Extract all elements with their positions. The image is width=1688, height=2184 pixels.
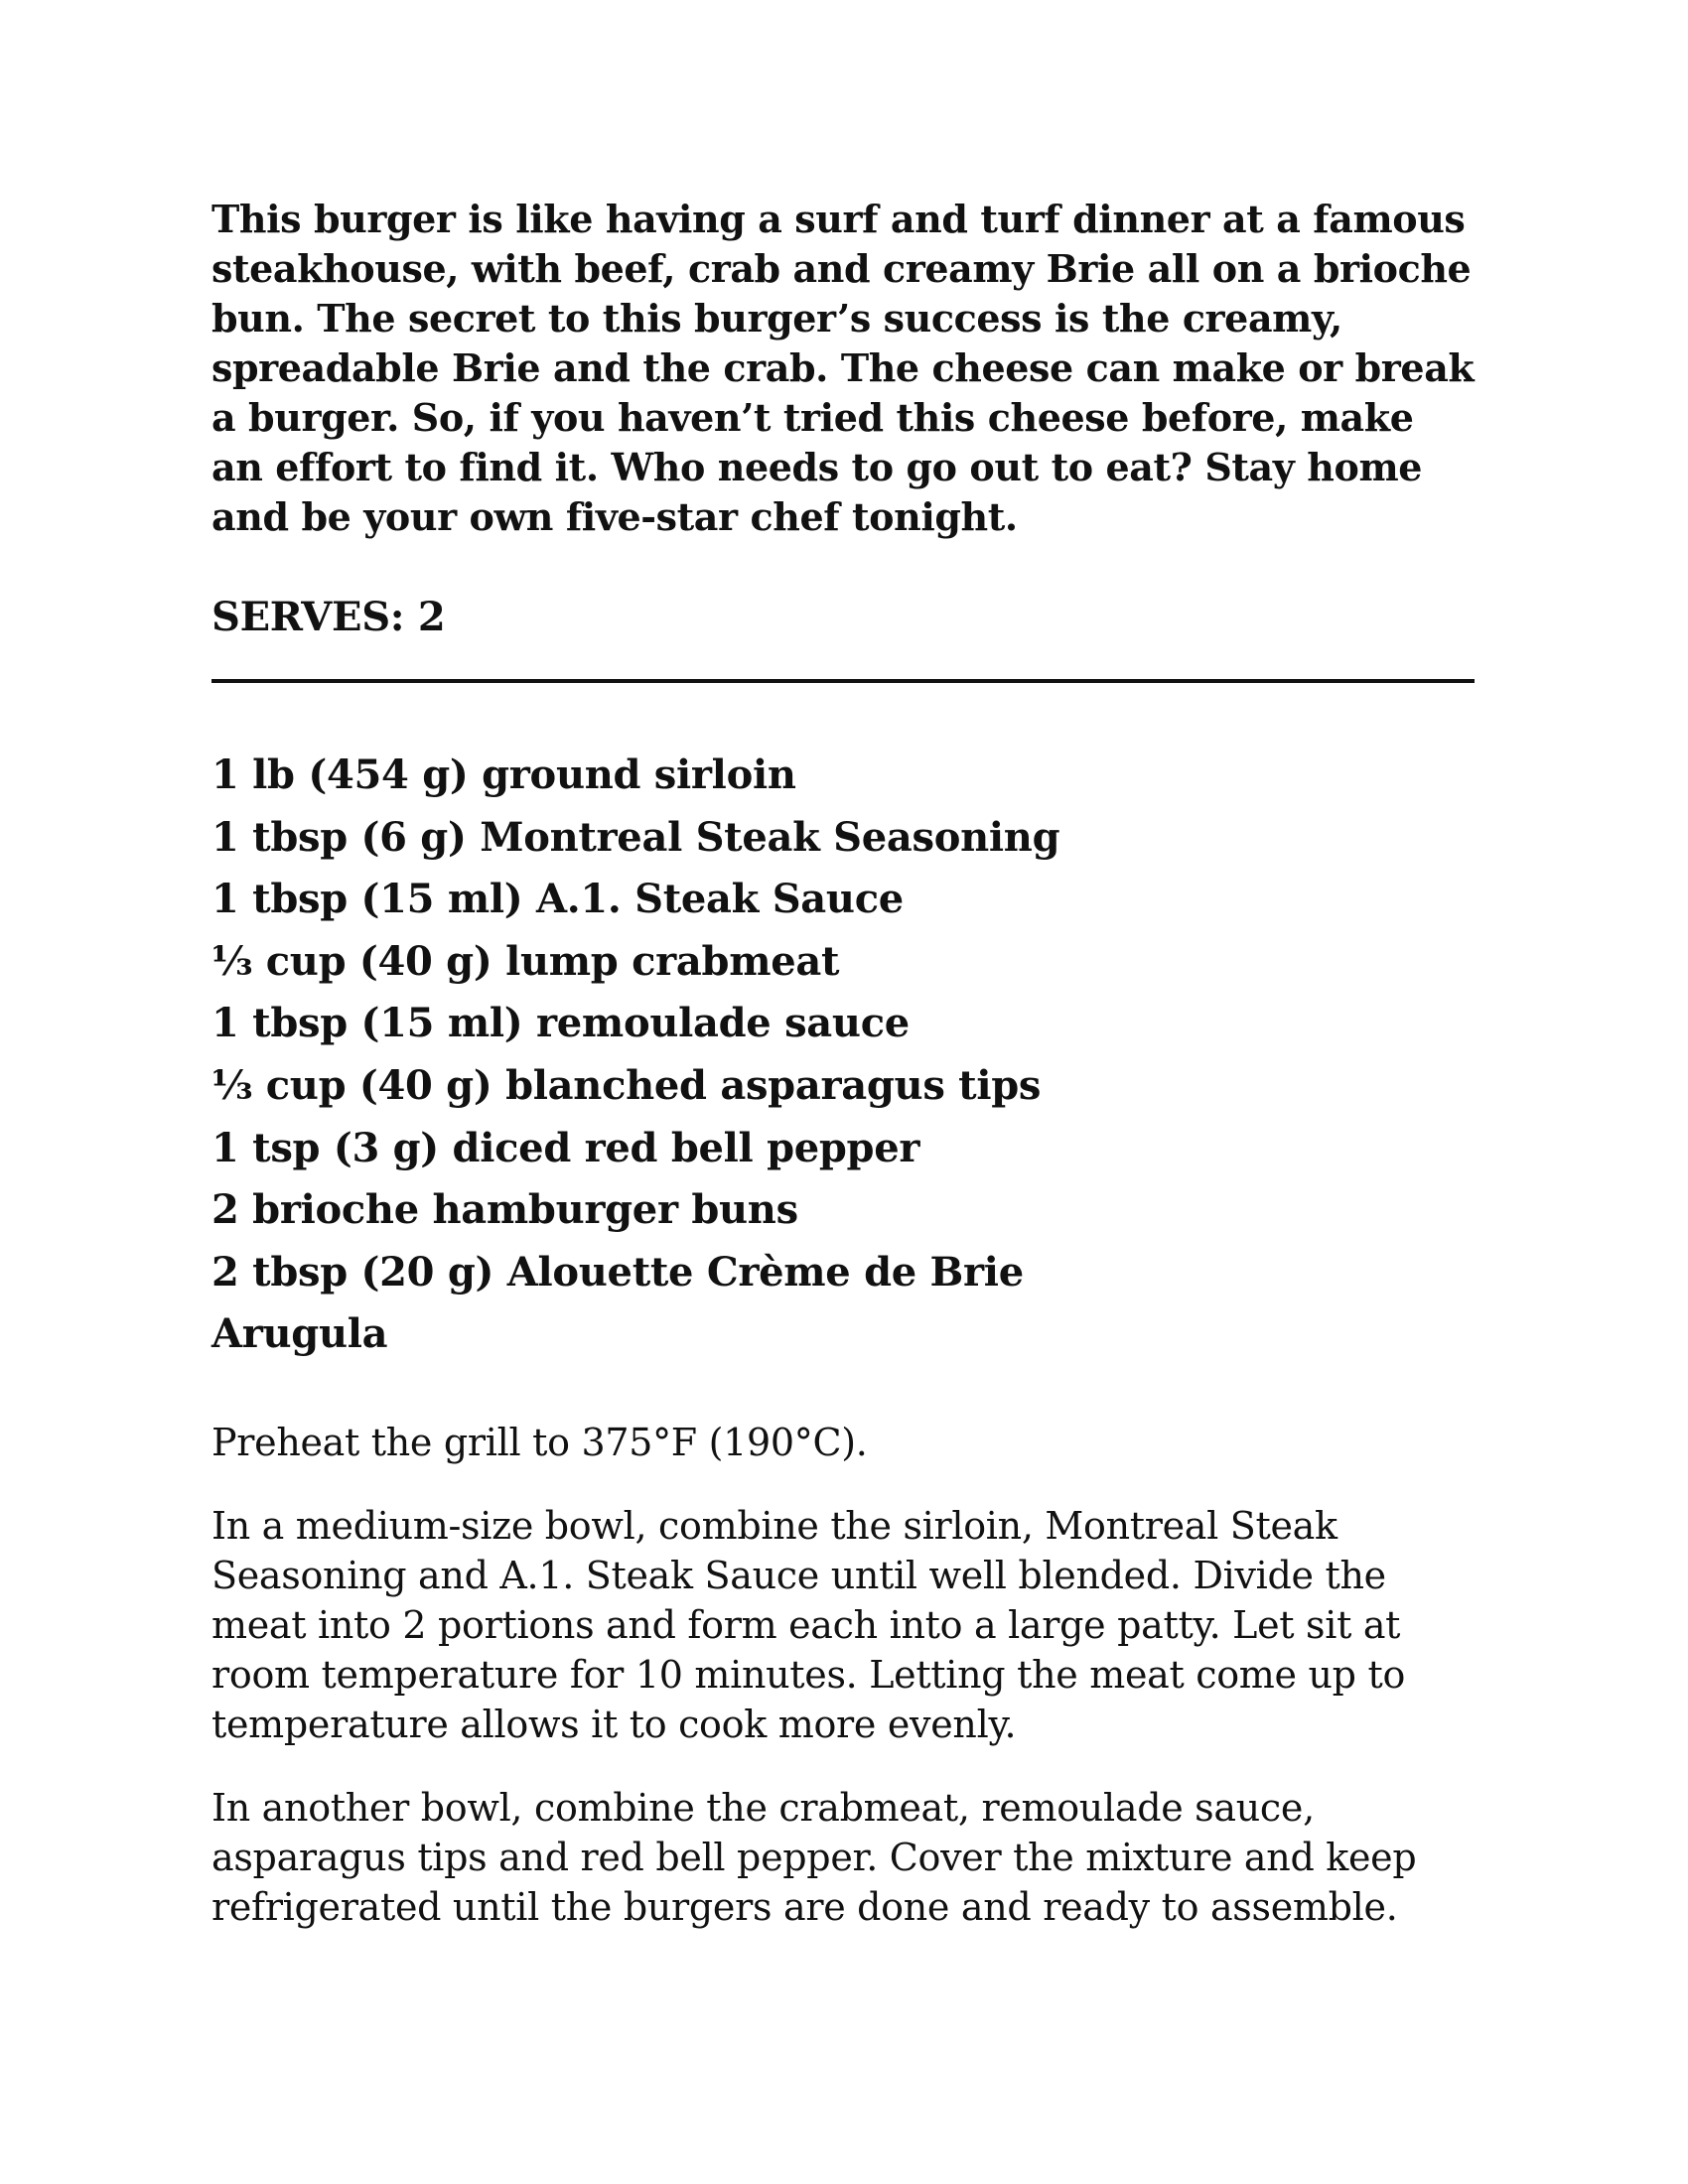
instruction-step: Preheat the grill to 375°F (190°C). bbox=[211, 1420, 868, 1464]
instructions bbox=[211, 1418, 1475, 1932]
ingredient-item: ⅓ cup (40 g) blanched asparagus tips bbox=[211, 1061, 1042, 1109]
instruction-step: In a medium-size bowl, combine the sirloin, Montreal Steak Seasoning and A.1. Steak Sauce until well blended. Divide the meat into 2 portions and form each into a large patty. Let sit at room temperature for 10 minutes. Letting the meat come up to temperature allows it to cook more evenly. bbox=[211, 1503, 1406, 1746]
ingredient-item: 1 tbsp (15 ml) remoulade sauce bbox=[211, 1000, 910, 1047]
recipe-intro: This burger is like having a surf and turf dinner at a famous steakhouse, with beef, crab and creamy Brie all on a brioche bun. The secret to this burger’s success is the creamy, spreadable Brie and the crab. The cheese can make or break a burger. So, if you haven’t tried this cheese before, make an effort to find it. Who needs to go out to eat? Stay home and be your own five-star chef tonight. bbox=[211, 197, 1475, 539]
ingredients-list bbox=[211, 745, 1475, 1366]
serves-heading: SERVES: 2 bbox=[211, 594, 446, 640]
ingredient-item: 1 lb (454 g) ground sirloin bbox=[211, 751, 796, 798]
ingredient-item: ⅓ cup (40 g) lump crabmeat bbox=[211, 937, 840, 985]
ingredient-item: 2 brioche hamburger buns bbox=[211, 1186, 798, 1234]
ingredient-item: 1 tbsp (6 g) Montreal Steak Seasoning bbox=[211, 813, 1060, 861]
divider bbox=[211, 679, 1475, 683]
recipe-page bbox=[211, 195, 1475, 1966]
ingredient-item: 1 tsp (3 g) diced red bell pepper bbox=[211, 1124, 920, 1171]
instruction-step: In another bowl, combine the crabmeat, remoulade sauce, asparagus tips and red bell pepper. Cover the mixture and keep refrigerated until the burgers are done and ready to assemble. bbox=[211, 1785, 1417, 1929]
ingredient-item: 1 tbsp (15 ml) A.1. Steak Sauce bbox=[211, 876, 904, 923]
ingredient-item: Arugula bbox=[211, 1310, 388, 1358]
ingredient-item: 2 tbsp (20 g) Alouette Crème de Brie bbox=[211, 1248, 1024, 1296]
